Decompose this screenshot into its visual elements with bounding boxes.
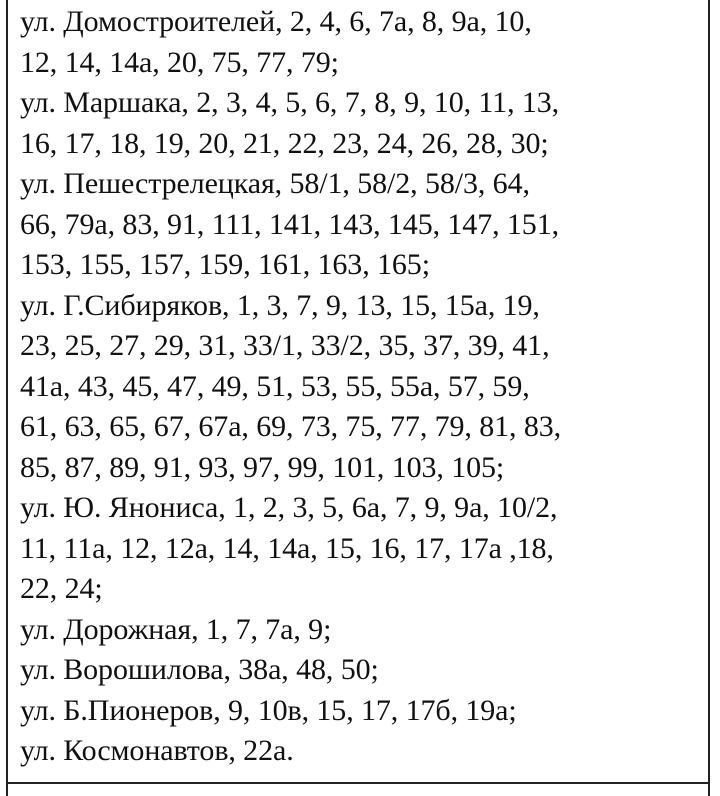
text-line: ул. Пешестрелецкая, 58/1, 58/2, 58/3, 64, [20,167,530,200]
text-line: ул. Ю. Янониса, 1, 2, 3, 5, 6а, 7, 9, 9а, 10/2, [20,491,558,524]
text-line: ул. Ворошилова, 38а, 48, 50; [20,653,379,686]
text-line: 22, 24; [20,572,103,605]
table-border-left [6,0,8,796]
text-line: 61, 63, 65, 67, 67а, 69, 73, 75, 77, 79, 81, 83, [20,410,562,443]
text-line: ул. Космонавтов, 22а. [20,734,294,767]
text-line: ул. Б.Пионеров, 9, 10в, 15, 17, 17б, 19а; [20,693,517,727]
text-line: ул. Г.Сибиряков, 1, 3, 7, 9, 13, 15, 15а, 19, [20,288,540,322]
text-line: ул. Маршака, 2, 3, 4, 5, 6, 7, 8, 9, 10, 11, 13, [20,86,560,119]
street-entry-voroshilova [20,650,704,691]
table-border-bottom [6,782,710,784]
street-entry-kosmonavtov [20,731,704,772]
street-entry-g-sibiryakov [20,286,704,489]
street-entry-b-pionerov [20,691,704,732]
text-line: 23, 25, 27, 29, 31, 33/1, 33/2, 35, 37, 39, 41, [20,329,550,362]
text-line: 85, 87, 89, 91, 93, 97, 99, 101, 103, 105; [20,450,505,484]
street-address-list [20,2,704,772]
street-entry-dorozhnaya [20,610,704,651]
street-entry-domostroiteley [20,2,704,83]
text-line: ул. Домостроителей, 2, 4, 6, 7а, 8, 9а, 10, [20,5,532,38]
street-entry-yu-yanonisa [20,488,704,610]
text-line: 12, 14, 14а, 20, 75, 77, 79; [20,45,339,79]
text-line: 66, 79а, 83, 91, 111, 141, 143, 145, 147, 151, [20,207,559,241]
street-entry-marshaka [20,83,704,164]
street-entry-peshestreletskaya [20,164,704,286]
text-line: 16, 17, 18, 19, 20, 21, 22, 23, 24, 26, 28, 30; [20,126,549,160]
table-border-right [708,0,710,796]
text-line: ул. Дорожная, 1, 7, 7а, 9; [20,612,332,646]
text-line: 41а, 43, 45, 47, 49, 51, 53, 55, 55а, 57, 59, [20,369,530,403]
text-line: 153, 155, 157, 159, 161, 163, 165; [20,248,430,281]
text-line: 11, 11а, 12, 12а, 14, 14а, 15, 16, 17, 17а ,18, [20,531,554,565]
